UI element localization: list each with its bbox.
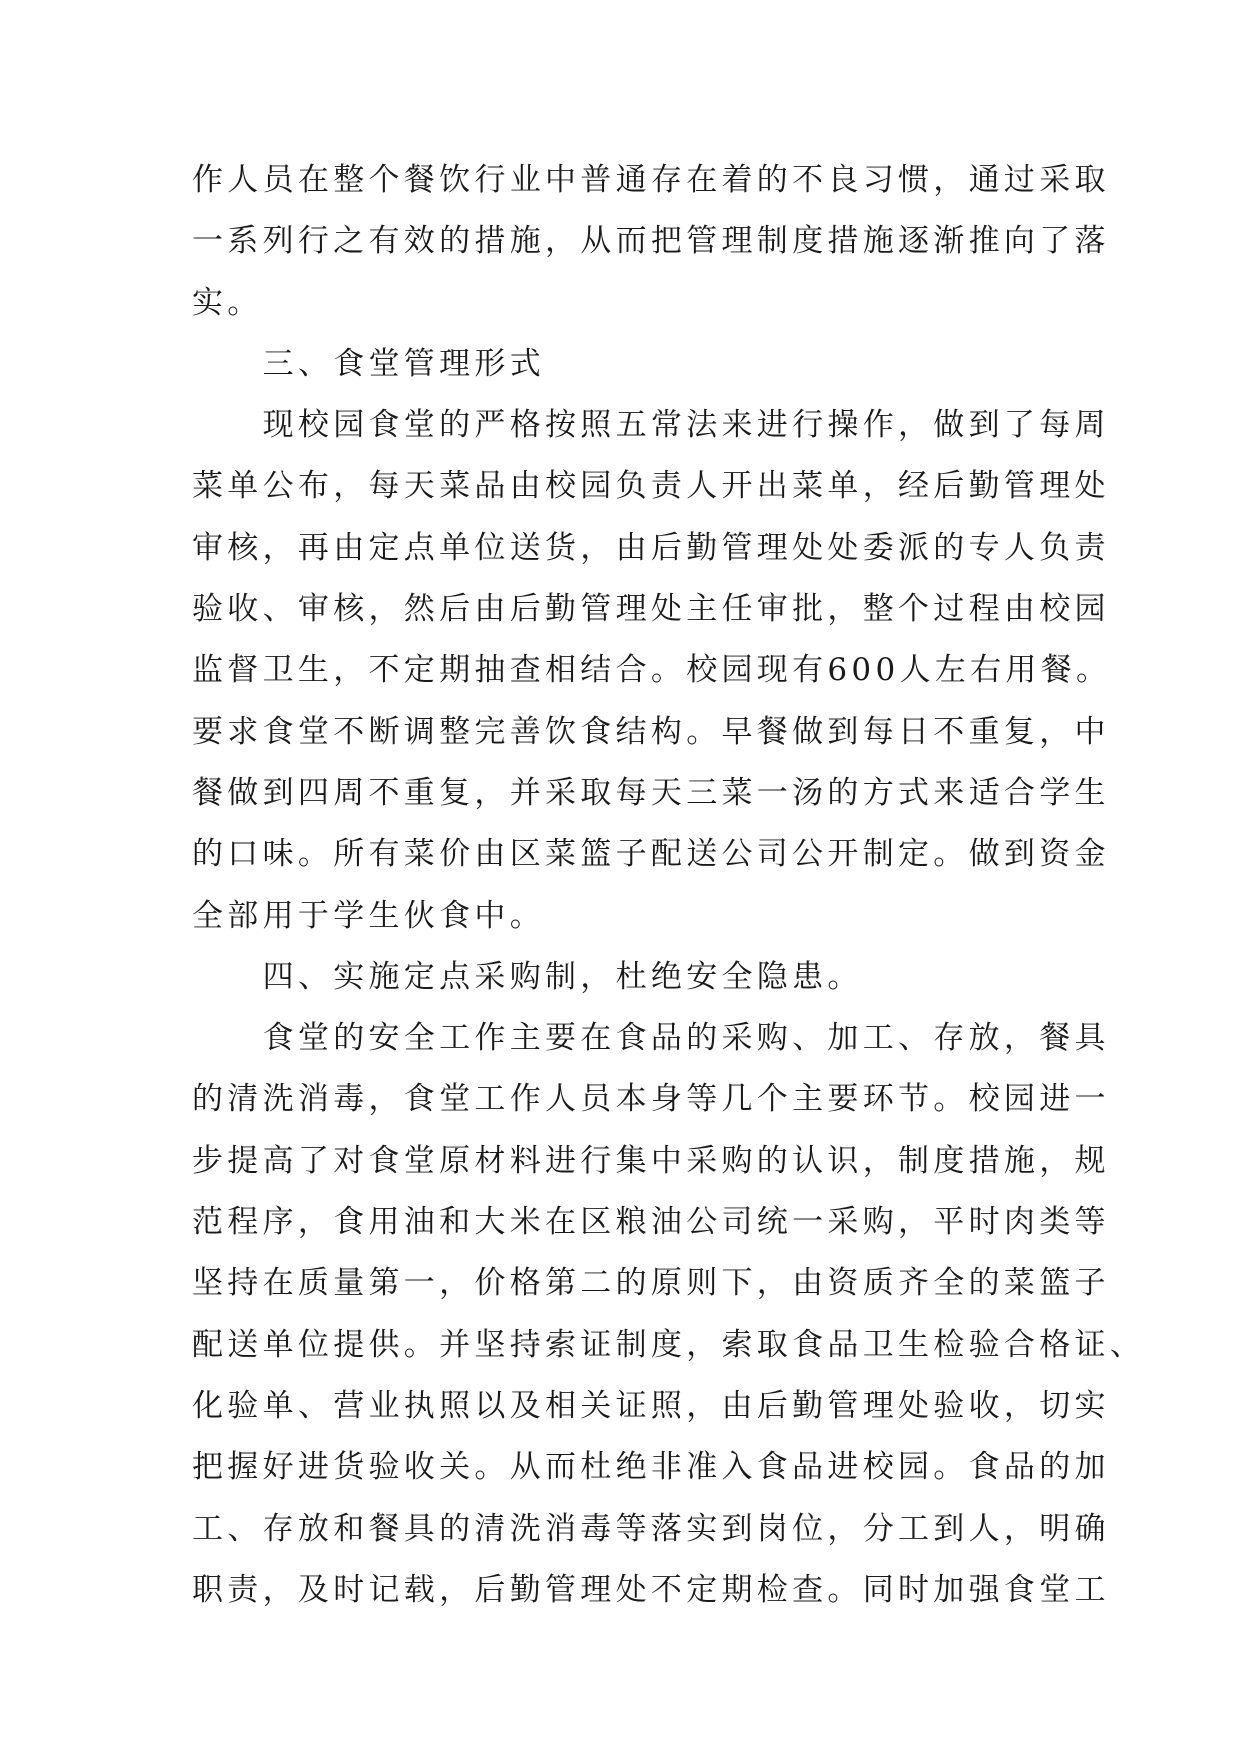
text-line: 工、存放和餐具的清洗消毒等落实到岗位，分工到人，明确 [192, 1510, 1110, 1547]
text-line: 餐做到四周不重复，并采取每天三菜一汤的方式来适合学生 [192, 774, 1110, 811]
text-line: 监督卫生，不定期抽查相结合。校园现有600人左右用餐。 [192, 652, 1112, 689]
text-line: 全部用于学生伙食中。 [192, 897, 545, 934]
text-line: 化验单、营业执照以及相关证照，由后勤管理处验收，切实 [192, 1387, 1110, 1424]
text-line: 一系列行之有效的措施，从而把管理制度措施逐渐推向了落 [192, 223, 1110, 260]
text-line: 步提高了对食堂原材料进行集中采购的认识，制度措施，规 [192, 1142, 1110, 1179]
text-line: 的清洗消毒，食堂工作人员本身等几个主要环节。校园进一 [192, 1081, 1110, 1118]
text-line: 验收、审核，然后由后勤管理处主任审批，整个过程由校园 [192, 591, 1110, 628]
text-line: 把握好进货验收关。从而杜绝非准入食品进校园。食品的加 [192, 1449, 1110, 1486]
text-line: 范程序，食用油和大米在区粮油公司统一采购，平时肉类等 [192, 1204, 1110, 1241]
text-line: 配送单位提供。并坚持索证制度，索取食品卫生检验合格证、 [192, 1326, 1146, 1363]
text-line: 要求食堂不断调整完善饮食结构。早餐做到每日不重复，中 [192, 713, 1110, 750]
text-line: 食堂的安全工作主要在食品的采购、加工、存放，餐具 [192, 1020, 1110, 1057]
text-line: 的口味。所有菜价由区菜篮子配送公司公开制定。做到资金 [192, 836, 1110, 873]
text-line: 职责，及时记载，后勤管理处不定期检查。同时加强食堂工 [192, 1571, 1110, 1608]
section-heading-3: 三、食堂管理形式 [192, 345, 545, 382]
text-line: 现校园食堂的严格按照五常法来进行操作，做到了每周 [192, 407, 1110, 444]
body-text [192, 150, 1146, 1621]
text-line: 菜单公布，每天菜品由校园负责人开出菜单，经后勤管理处 [192, 468, 1110, 505]
text-line: 作人员在整个餐饮行业中普通存在着的不良习惯，通过采取 [192, 162, 1110, 198]
text-line: 坚持在质量第一，价格第二的原则下，由资质齐全的菜篮子 [192, 1265, 1110, 1302]
section-heading-4: 四、实施定点采购制，杜绝安全隐患。 [192, 958, 863, 995]
text-line: 审核，再由定点单位送货，由后勤管理处处委派的专人负责 [192, 529, 1110, 566]
text-line: 实。 [192, 284, 263, 321]
